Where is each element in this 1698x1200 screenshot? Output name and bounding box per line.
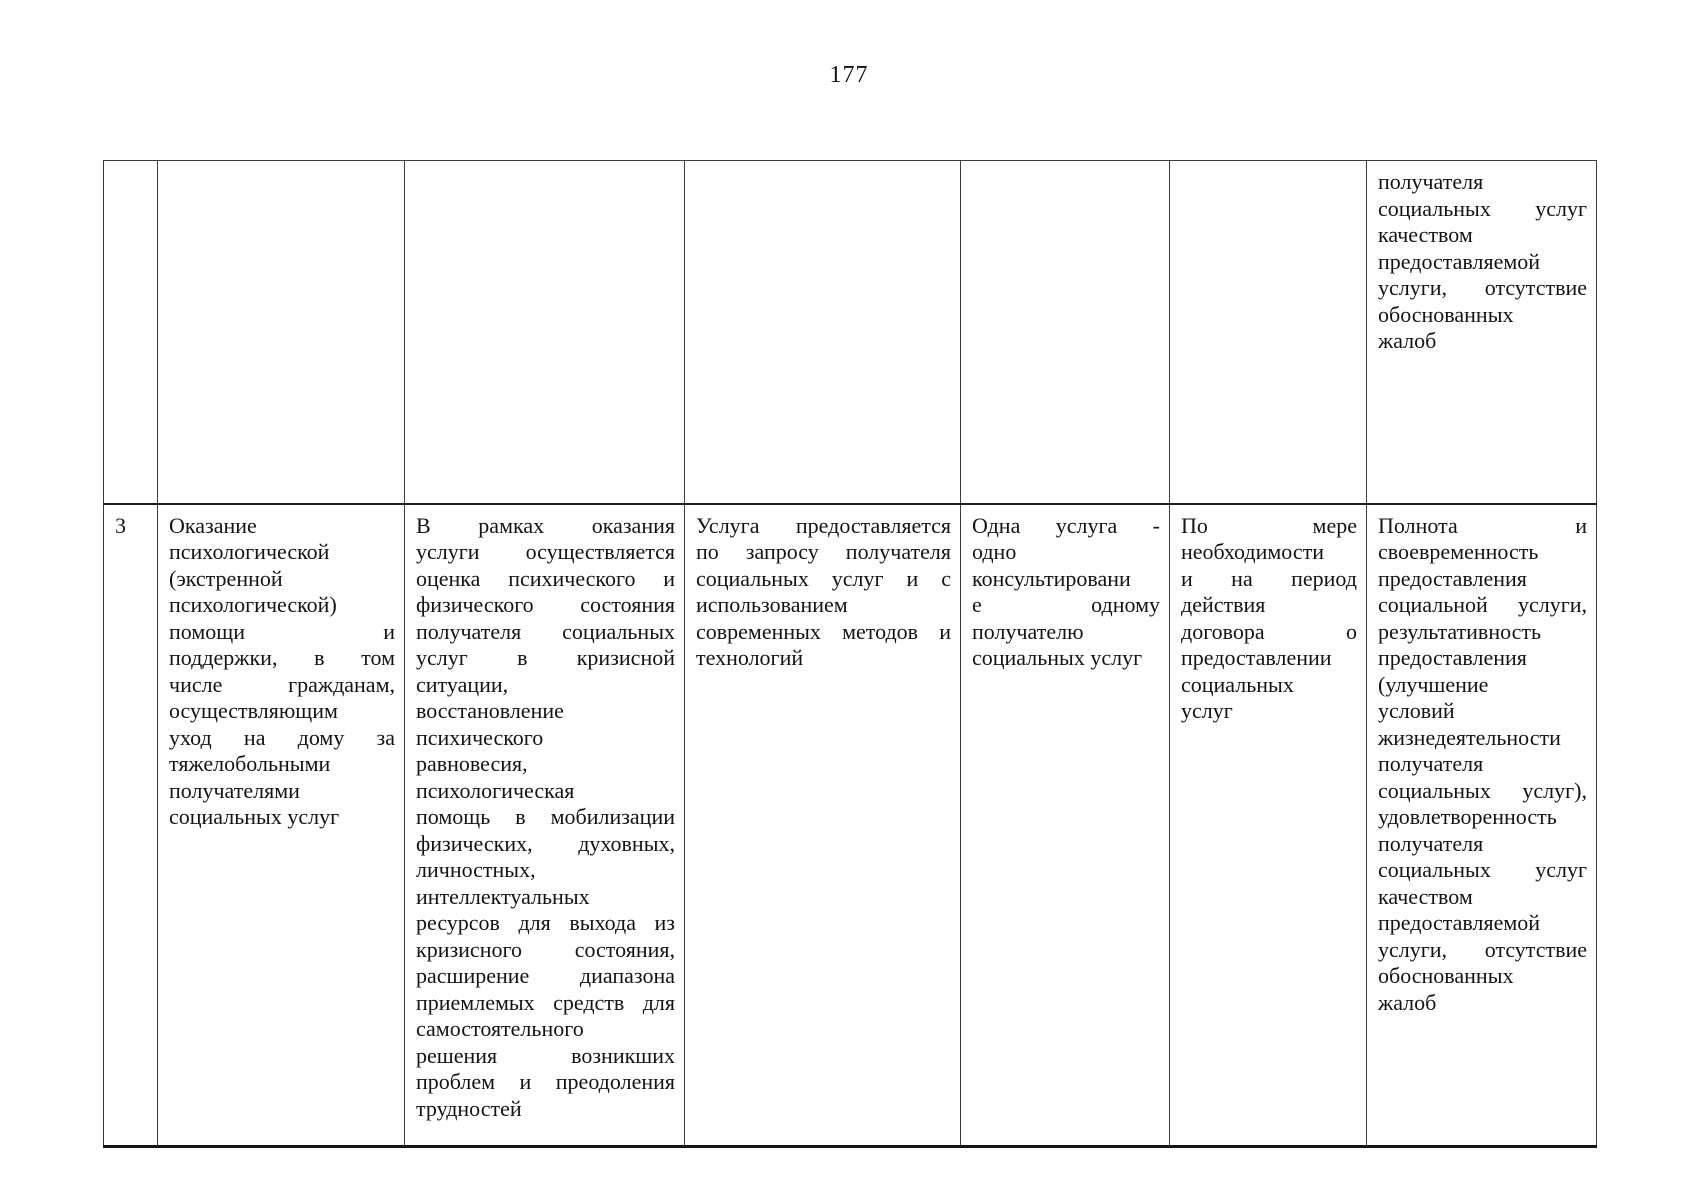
service-name-cell — [158, 161, 405, 504]
text-line: получателя — [1378, 830, 1484, 856]
text-line: договора о — [1181, 618, 1357, 644]
text-line: ситуации, — [416, 671, 509, 697]
text-line: трудностей — [416, 1095, 522, 1121]
text-line: психологической — [169, 539, 330, 564]
text-line: социальных услуг и с — [696, 565, 951, 591]
service-name-cell — [158, 504, 405, 1147]
text-line: жалоб — [1378, 989, 1437, 1015]
text-line: социальных услуг — [1378, 195, 1587, 221]
page-number: 177 — [829, 62, 869, 88]
text-line: числе гражданам, — [169, 671, 395, 697]
text-line: осуществляющим — [169, 698, 338, 723]
text-line: равновесия, — [416, 751, 528, 776]
text-line: самостоятельного — [416, 1016, 584, 1041]
text-line: психологической) — [169, 592, 337, 617]
text-line: услуг в кризисной — [416, 645, 675, 670]
text-line: и на период — [1181, 565, 1357, 591]
text-line: помощь в мобилизации — [416, 804, 675, 829]
text-line: Одна услуга - — [972, 512, 1160, 538]
text-line: качеством — [1378, 222, 1473, 247]
text-line: В рамках оказания — [416, 512, 675, 538]
text-line: одно — [972, 539, 1017, 564]
text-line: услуги, отсутствие — [1378, 275, 1587, 300]
text-line: по запросу получателя — [696, 539, 951, 564]
text-line: тяжелобольными — [169, 751, 331, 776]
text-line: оценка психического и — [416, 565, 675, 591]
text-line: услуги, отсутствие — [1378, 936, 1587, 962]
text-line: психологическая — [416, 777, 575, 803]
text-line: помощи и — [169, 618, 395, 644]
text-line: расширение диапазона — [416, 963, 675, 988]
text-line: получателя социальных — [416, 618, 675, 644]
text-line: предоставлении — [1181, 645, 1332, 670]
text-line: приемлемых средств для — [416, 989, 675, 1015]
text-line: условий — [1378, 698, 1455, 723]
text-line: (экстренной — [169, 565, 283, 591]
text-line: предоставляемой — [1378, 248, 1541, 274]
text-line: обоснованных — [1378, 963, 1514, 988]
service-quality-cell — [1367, 161, 1597, 504]
text-line: социальных услуг — [972, 645, 1143, 670]
text-line: жизнедеятельности — [1378, 724, 1561, 750]
service-conditions-cell — [685, 504, 961, 1147]
text-line: услуги осуществляется — [416, 539, 675, 564]
service-quality-cell — [1367, 504, 1597, 1147]
service-volume-cell — [961, 504, 1170, 1147]
service-description-cell — [405, 504, 685, 1147]
text-line: уход на дому за — [169, 724, 395, 750]
text-line: предоставления — [1378, 645, 1527, 670]
text-line: социальных услуг — [169, 804, 340, 829]
text-line: личностных, — [416, 857, 536, 882]
text-line: предоставляемой — [1378, 910, 1541, 935]
text-line: психического — [416, 724, 544, 750]
table-row-3 — [104, 504, 1597, 1147]
text-line: результативность — [1378, 618, 1542, 644]
text-line: удовлетворенность — [1378, 804, 1557, 829]
text-line: проблем и преодоления — [416, 1069, 675, 1094]
text-line: восстановление — [416, 698, 564, 723]
text-line: е одному — [972, 592, 1160, 617]
text-line: действия — [1181, 592, 1266, 617]
service-terms-cell — [1170, 504, 1367, 1147]
text-line: поддержки, в том — [169, 645, 395, 670]
text-line: социальных услуг), — [1378, 777, 1587, 803]
text-line: физических, духовных, — [416, 830, 675, 856]
text-line: ресурсов для выхода из — [416, 910, 675, 935]
text-line: предоставления — [1378, 565, 1527, 591]
text-line: необходимости — [1181, 539, 1325, 564]
text-line: кризисного состояния, — [416, 936, 675, 962]
text-line: 3 — [115, 512, 126, 538]
row-number-cell — [104, 161, 158, 504]
service-conditions-cell — [685, 161, 961, 504]
social-services-table — [103, 160, 1597, 1148]
text-line: консультировани — [972, 565, 1131, 591]
row-number-cell — [104, 504, 158, 1147]
text-line: Услуга предоставляется — [696, 512, 951, 538]
text-line: получателю — [972, 618, 1084, 644]
text-line: услуг — [1181, 698, 1233, 723]
text-line: По мере — [1181, 512, 1357, 538]
text-line: получателя — [1378, 169, 1484, 194]
text-line: использованием — [696, 592, 848, 617]
service-terms-cell — [1170, 161, 1367, 504]
text-line: получателями — [169, 777, 300, 803]
text-line: получателя — [1378, 751, 1484, 776]
text-line: социальных услуг — [1378, 857, 1587, 882]
text-line: жалоб — [1378, 328, 1437, 353]
service-volume-cell — [961, 161, 1170, 504]
table-row-continued — [104, 161, 1597, 504]
text-line: технологий — [696, 645, 804, 670]
service-description-cell — [405, 161, 685, 504]
text-line: Полнота и — [1378, 512, 1587, 538]
text-line: физического состояния — [416, 592, 675, 617]
text-line: Оказание — [169, 512, 257, 538]
text-line: качеством — [1378, 883, 1473, 909]
text-line: социальных — [1181, 671, 1294, 697]
text-line: своевременность — [1378, 539, 1539, 564]
text-line: социальной услуги, — [1378, 592, 1587, 617]
text-line: решения возникших — [416, 1042, 675, 1068]
text-line: обоснованных — [1378, 301, 1514, 327]
text-line: интеллектуальных — [416, 883, 590, 909]
text-line: (улучшение — [1378, 671, 1489, 697]
text-line: современных методов и — [696, 618, 951, 644]
